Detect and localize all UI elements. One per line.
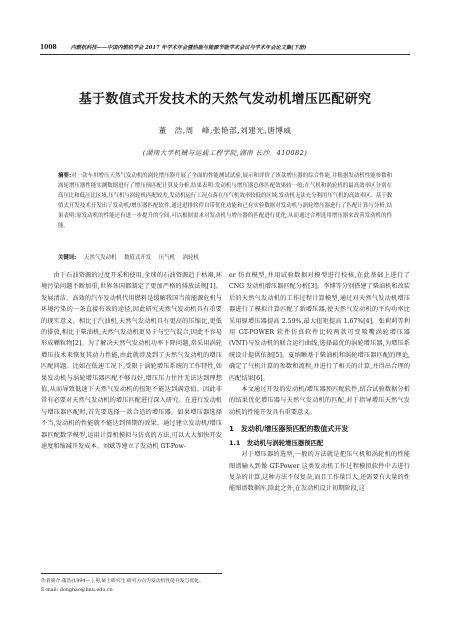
abstract-label: 摘要:	[58, 173, 72, 179]
keyword-item: 天然气发动机	[84, 255, 117, 261]
author-footnote	[41, 573, 222, 595]
body-paragraph: er 仿真模型,并用试验数据对模型进行校核,在此基础上进行了 CNG 发动机增压器匹配分析[3]。李博等分别搭建了柴油机和改装后的天然气发动机的工作过程计算模型,通过对天然气发动机增压器进行了模拟计算匹配了新增压器,使天然气发动机的平均功率比采用原增压器提高 2.59%,最大扭矩提高 1.67%[4]。张莉莉等利用 GT-POWER 软件仿真软件比较两款可变喷嘴涡轮增压器(VNT)与发动机的联合运行曲线,选择最优的涡轮增压器,为增压系统设计提供依据[5]。夏纳晰基于柴油机和涡轮增压器匹配的理论,确定了气机计算的参数和流程,并进行了相关的计算,并得出合理的匹配结果[6]。	[229, 272, 410, 382]
section-heading: 1 发动机/增压器预匹配的数值式开发	[229, 425, 349, 434]
footnote-bio: 作者简介:董浩(1994— ),男,硕士研究生,研究方向为发动机性能开发与优化。	[41, 579, 204, 584]
body-paragraph: 对于增压器的选型,一般的方法就是把压气机和涡轮机的性能图谱输入到像 GT-Power 这类发动机工作过程模拟软件中去进行复杂的计算,这种方法不仅复杂,而且工作量巨大,还需要有大量的性能图谱数据库,除此之外,在发动机设计初期阶段,这	[229, 451, 410, 493]
paper-title: 基于数值式开发技术的天然气发动机增压匹配研究	[78, 92, 372, 107]
footnote-email: E-mail: donghao@hnu.edu.cn	[41, 588, 113, 593]
running-header	[40, 42, 410, 55]
body-paragraph: 本文通过开发的发动机/增压器预匹配软件,结合试验数据分析的结果优化增压器与天然气发动机的匹配,对于指导增压天然气发动机的性能开发具有重要意义。	[229, 386, 410, 416]
keyword-item: 压气机	[158, 255, 175, 261]
abstract	[58, 171, 392, 231]
right-column	[229, 270, 410, 495]
page-number: 1008	[40, 44, 57, 51]
keywords	[58, 253, 392, 263]
keyword-item: 数值式开发	[124, 255, 152, 261]
affiliation: (湖南大学机械与运载工程学院,湖南 长沙 410082)	[142, 149, 308, 157]
author-list: 董 浩,周 峰,张艳部,刘建光,唐博威	[158, 126, 292, 135]
running-title: 内燃机科技——中国内燃机学会 2017 年学术年会暨热能与能源节能学术会议与学术年会论文集(下册)	[70, 45, 307, 51]
left-column	[41, 270, 222, 453]
keyword-item: 涡轮机	[182, 255, 199, 261]
subsection-heading: 1.1 发动机与涡轮增压器预匹配	[229, 438, 324, 447]
keywords-label: 关键词:	[58, 255, 77, 261]
body-paragraph: 由于石油资源的过度开采和使用,全球的石油资源趋于枯竭,环境污染问题不断加重,世界各国都制定了更加严格的排放法规[1]。发展清洁、高效的汽车发动机代用燃料是缓解我国当前能源危机与环境污染的一条直接有效的途径,因此研究天然气发动机具有重要的现实意义。相比于汽油机,天然气发动机具有更高的压缩比,更低的排放,相比于柴油机,天然气发动机更易于与空气混合,因此不容易形成颗粒物[2]。为了解决天然气发动机功率下降问题,常采用涡轮增压技术来恢复其动力性能,由此就涉及到了天然气发动机的增压匹配问题。比如在低速工况下,受限于涡轮增压系统的工作特性,如果发动机与涡轮增压器匹配不够良好,增压压力往往无法达到理想值,从而导致低速下天然气发动机的扭矩不能达到满意值。因此非常有必要对天然气发动机的增压匹配进行深入研究。在进行发动机与增压器匹配时,首先要选择一款合适的增压器。如果增压器选择不当,发动机的性能就不能达到预期的效果。通过建立发动机/增压器匹配数学模型,运用计算机模拟与仿真的方法,可以大大加快开发速度和缩减开发成本。刘斌等建立了发动机 GT-Pow-	[41, 272, 222, 451]
abstract-text: 对一款车用增压天然气发动机的涡轮增压器开展了全面的性能测试试验,展示和评价了该款增压器的综合性能,并根据发动机性能参数和涡轮增压器性能实测数据进行了增压预匹配计算及分析,结果表明:发动机与增压器总体匹配效果较一般;在气机和涡轮机的最高效率区分别在高压比和低压比区域,压气机与涡轮机匹配较差,发动机运行工况点落在压气机效率较低的区域,发动机无法充分利用压气机的高效率区。基于数值式开发技术开发出了发动机/增压器匹配软件,通过进排软件自带优化功能和已有实验数据对发动机与涡轮增压器进行了匹配计算与分析,结果表明:原发动机的性能还有进一步提升的空间,可以根据需求对发动机与增压器的匹配进行优化,从而通过合理选用增压器来改善发动机的性能。	[58, 173, 393, 229]
